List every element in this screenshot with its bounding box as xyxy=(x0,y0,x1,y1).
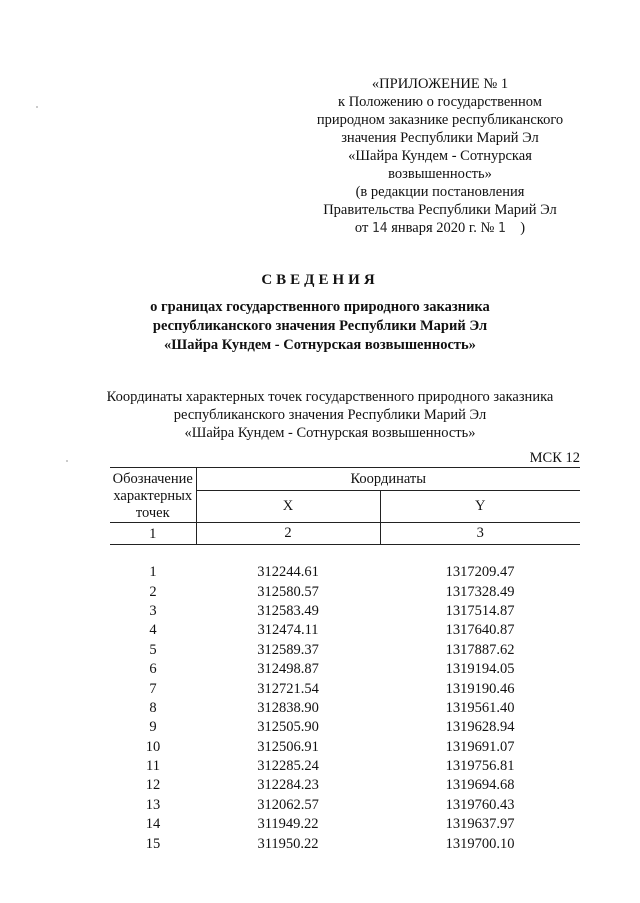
header-y: Y xyxy=(380,491,580,523)
coord-y: 1317640.87 xyxy=(445,622,515,639)
point-id: 15 xyxy=(145,835,161,852)
coord-y: 1319694.68 xyxy=(445,777,515,794)
coordinates-table xyxy=(110,467,580,854)
subtitle-line: о границах государственного природного заказника xyxy=(150,299,490,315)
coord-y: 1319561.40 xyxy=(445,699,515,716)
coord-y: 1319190.46 xyxy=(445,680,515,697)
caption-line: «Шайра Кундем - Сотнурская возвышенность» xyxy=(184,425,476,441)
table-row xyxy=(110,796,580,815)
table-row xyxy=(110,641,580,660)
table-row xyxy=(110,718,580,737)
document-title: СВЕДЕНИЯ xyxy=(261,272,379,288)
point-id: 9 xyxy=(149,719,157,736)
point-id: 14 xyxy=(145,816,161,833)
subtitle-line: «Шайра Кундем - Сотнурская возвышенность» xyxy=(164,337,476,353)
table-row xyxy=(110,563,580,582)
point-id: 13 xyxy=(145,796,161,813)
coord-x: 312506.91 xyxy=(257,738,319,755)
table-row xyxy=(110,776,580,795)
appendix-line: Правительства Республики Марий Эл xyxy=(323,202,557,218)
coordinate-system-label: МСК 12 xyxy=(529,450,580,466)
coord-x: 312589.37 xyxy=(257,641,319,658)
date-month-year: января 2020 г. № xyxy=(391,220,495,236)
coord-x: 312583.49 xyxy=(257,602,319,619)
coord-x: 312838.90 xyxy=(257,699,319,716)
header-point-line: точек xyxy=(135,505,170,521)
table-row xyxy=(110,757,580,776)
table-row xyxy=(110,582,580,601)
scan-speck xyxy=(36,106,38,108)
point-id: 6 xyxy=(149,661,157,678)
coord-x: 311950.22 xyxy=(257,835,319,852)
coord-y: 1317887.62 xyxy=(445,641,515,658)
coord-y: 1317209.47 xyxy=(445,564,515,581)
coord-x: 312721.54 xyxy=(257,680,319,697)
appendix-line: к Положению о государственном xyxy=(338,94,542,110)
column-number-3: 3 xyxy=(380,523,580,545)
coord-x: 312285.24 xyxy=(257,758,319,775)
appendix-line: возвышенность» xyxy=(388,166,492,182)
point-id: 4 xyxy=(149,622,157,639)
coord-x: 312498.87 xyxy=(257,661,319,678)
table-caption xyxy=(60,388,600,442)
header-x: X xyxy=(196,491,380,523)
coord-y: 1319194.05 xyxy=(445,661,515,678)
closing-parenthesis: ) xyxy=(520,220,526,236)
appendix-header xyxy=(290,75,590,238)
coord-x: 312474.11 xyxy=(257,622,319,639)
header-point-designation xyxy=(110,468,196,523)
date-prefix: от xyxy=(354,220,369,236)
coord-x: 312505.90 xyxy=(257,719,319,736)
point-id: 10 xyxy=(145,738,161,755)
coord-x: 312244.61 xyxy=(257,564,319,581)
point-id: 8 xyxy=(149,699,157,716)
table-row xyxy=(110,738,580,757)
point-id: 1 xyxy=(149,564,157,581)
point-id: 11 xyxy=(146,758,160,775)
table-spacer xyxy=(110,545,580,564)
coord-x: 312580.57 xyxy=(257,583,319,600)
coord-x: 312062.57 xyxy=(257,796,319,813)
table-row xyxy=(110,834,580,853)
coord-y: 1319637.97 xyxy=(445,816,515,833)
point-id: 7 xyxy=(149,680,157,697)
coord-y: 1319700.10 xyxy=(445,835,515,852)
coord-y: 1319691.07 xyxy=(445,738,515,755)
table-row xyxy=(110,815,580,834)
header-point-line: Обозначение xyxy=(112,471,193,487)
coord-y: 1319628.94 xyxy=(445,719,515,736)
date-day: 14 xyxy=(371,221,388,236)
table-row xyxy=(110,602,580,621)
point-id: 2 xyxy=(149,583,157,600)
subtitle-line: республиканского значения Республики Марий Эл xyxy=(152,318,488,334)
header-point-line: характерных xyxy=(113,488,193,504)
point-id: 3 xyxy=(149,602,157,619)
coord-y: 1317514.87 xyxy=(445,602,515,619)
caption-line: Координаты характерных точек государственного природного заказника xyxy=(106,389,554,405)
point-id: 12 xyxy=(145,777,161,794)
coord-y: 1317328.49 xyxy=(445,583,515,600)
table-row xyxy=(110,621,580,640)
table-row xyxy=(110,660,580,679)
appendix-line: природном заказнике республиканского xyxy=(316,112,564,128)
coord-x: 311949.22 xyxy=(257,816,319,833)
table-row xyxy=(110,699,580,718)
document-subtitle xyxy=(60,298,580,355)
header-coordinates: Координаты xyxy=(196,468,580,491)
scan-speck xyxy=(66,460,68,462)
caption-line: республиканского значения Республики Марий Эл xyxy=(173,407,487,423)
appendix-line: «ПРИЛОЖЕНИЕ № 1 xyxy=(371,76,509,92)
appendix-line: (в редакции постановления xyxy=(355,184,525,200)
point-id: 5 xyxy=(149,641,157,658)
appendix-line: значения Республики Марий Эл xyxy=(341,130,539,146)
coord-x: 312284.23 xyxy=(257,777,319,794)
coord-y: 1319760.43 xyxy=(445,796,515,813)
appendix-line: «Шайра Кундем - Сотнурская xyxy=(348,148,532,164)
column-number-1: 1 xyxy=(110,523,196,545)
decree-number: 1 xyxy=(497,221,506,236)
appendix-date-line xyxy=(290,219,590,238)
coord-y: 1319756.81 xyxy=(445,758,515,775)
column-number-2: 2 xyxy=(196,523,380,545)
table-row xyxy=(110,679,580,698)
